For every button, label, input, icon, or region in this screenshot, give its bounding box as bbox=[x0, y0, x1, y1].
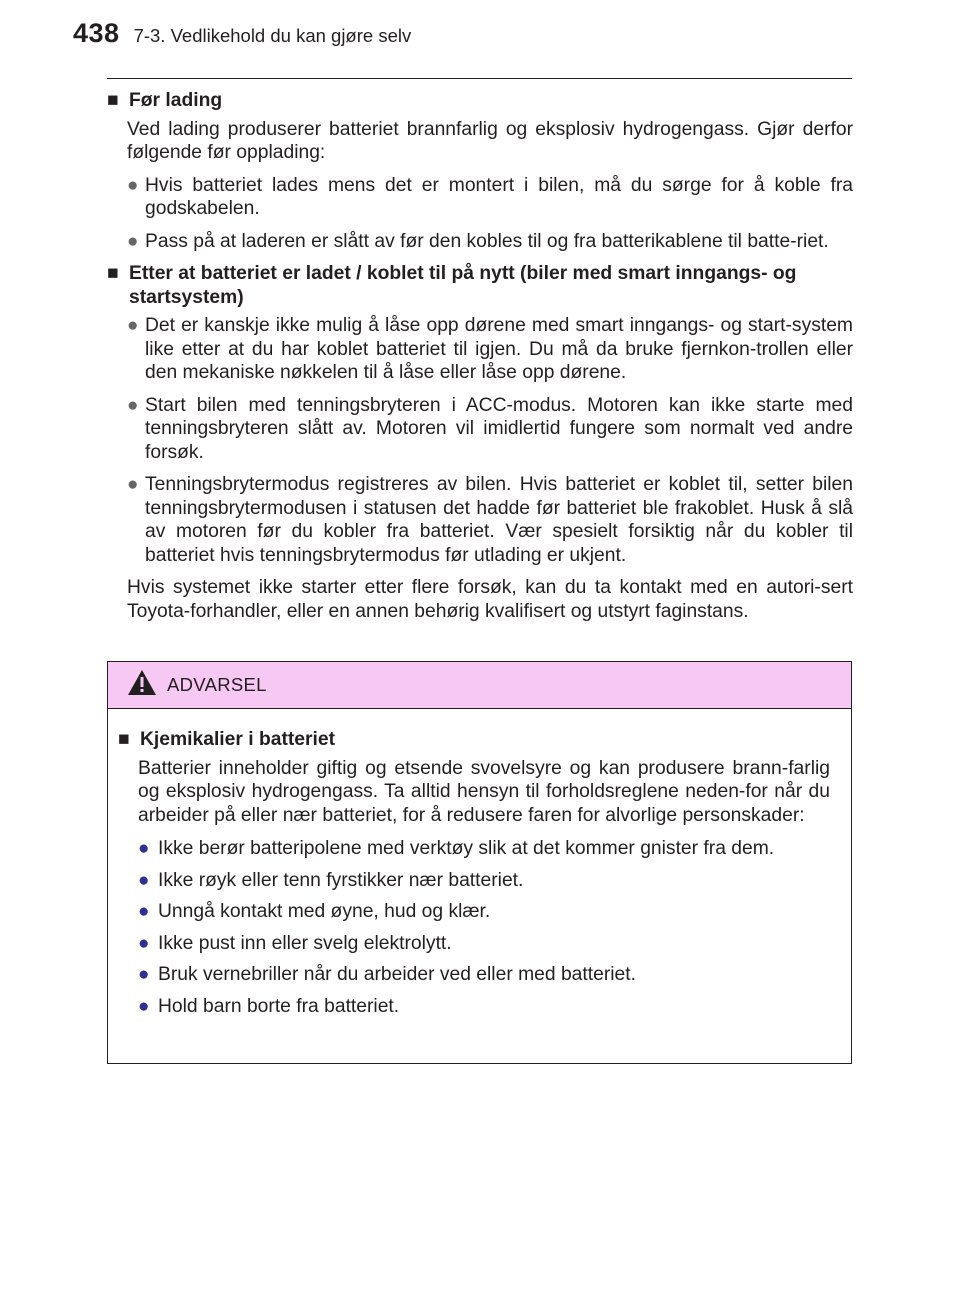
warning-body bbox=[108, 709, 851, 1018]
main-content bbox=[107, 89, 853, 623]
warning-label: ADVARSEL bbox=[167, 674, 267, 695]
warning-header bbox=[108, 662, 851, 709]
circle-bullet-icon: ● bbox=[127, 474, 139, 495]
warning-list-item: ● Bruk vernebriller når du arbeider ved eller med batteriet. bbox=[138, 964, 636, 985]
list-item: ● Hvis batteriet lades mens det er montert i bilen, må du sørge for å koble fra godskabelen. bbox=[127, 174, 853, 219]
circle-bullet-icon: ● bbox=[138, 838, 150, 859]
warning-triangle-icon bbox=[127, 669, 157, 701]
list-item: ● Start bilen med tenningsbryteren i ACC-modus. Motoren kan ikke starte med tenningsbryteren slått av. Motoren vil imidlertid fungere som normalt ved andre forsøk. bbox=[127, 394, 853, 463]
circle-bullet-icon: ● bbox=[127, 394, 139, 416]
circle-bullet-icon: ● bbox=[138, 869, 150, 891]
section-footer-note: Hvis systemet ikke starter etter flere forsøk, kan du ta kontakt med en autori-sert Toyota-forhandler, eller en annen behørig kvalifisert og utstyrt faginstans. bbox=[127, 577, 853, 622]
square-bullet-icon: ■ bbox=[107, 90, 119, 111]
list-item: ● Det er kanskje ikke mulig å låse opp dørene med smart inngangs- og start-system like etter at du har koblet batteriet til igjen. Du må da bruke fjernkon-trollen eller den mekaniske nøkkelen til å låse eller låse opp dørene. bbox=[127, 315, 853, 383]
warning-list-item: ● Ikke berør batteripolene med verktøy slik at det kommer gnister fra dem. bbox=[138, 838, 775, 859]
section-intro: Ved lading produserer batteriet brannfarlig og eksplosiv hydrogengass. Gjør derfor følgende før opplading: bbox=[127, 118, 853, 163]
circle-bullet-icon: ● bbox=[138, 964, 150, 985]
page-header bbox=[73, 18, 411, 58]
warning-list-item: ● Hold barn borte fra batteriet. bbox=[138, 995, 400, 1017]
circle-bullet-icon: ● bbox=[127, 315, 139, 336]
chapter-title: 7-3. Vedlikehold du kan gjøre selv bbox=[133, 25, 412, 46]
circle-bullet-icon: ● bbox=[127, 230, 139, 252]
list-item: ● Pass på at laderen er slått av før den kobles til og fra batterikablene til batte-riet. bbox=[127, 230, 829, 252]
warning-list-item: ● Unngå kontakt med øyne, hud og klær. bbox=[138, 901, 491, 922]
warning-box bbox=[107, 661, 852, 1064]
header-divider bbox=[107, 78, 852, 79]
circle-bullet-icon: ● bbox=[138, 901, 150, 922]
circle-bullet-icon: ● bbox=[138, 932, 150, 954]
warning-list-item: ● Ikke røyk eller tenn fyrstikker nær batteriet. bbox=[138, 869, 524, 891]
square-bullet-icon: ■ bbox=[107, 263, 119, 284]
square-bullet-icon: ■ bbox=[118, 729, 130, 750]
warning-heading: ■ Kjemikalier i batteriet bbox=[118, 729, 336, 750]
warning-list-item: ● Ikke pust inn eller svelg elektrolytt. bbox=[138, 932, 452, 954]
circle-bullet-icon: ● bbox=[138, 995, 150, 1017]
circle-bullet-icon: ● bbox=[127, 174, 139, 196]
section-heading-before-charging: ■ Før lading bbox=[107, 90, 223, 111]
page-number: 438 bbox=[73, 18, 120, 48]
section-heading-after-charging: ■ Etter at batteriet er ladet / koblet til på nytt (biler med smart inngangs- og startsystem) bbox=[107, 263, 797, 308]
warning-intro: Batterier inneholder giftig og etsende svovelsyre og kan produsere brann-farlig og eksplosiv hydrogengass. Ta alltid hensyn til forholdsreglene neden-for når du arbeider på eller nær batteriet, for å redusere faren for alvorlige personskader: bbox=[138, 757, 830, 826]
list-item: ● Tenningsbrytermodus registreres av bilen. Hvis batteriet er koblet til, setter bilen tenningsbrytermodusen i statusen det hadde før batteriet ble frakoblet. Husk å slå av motoren før du kobler fra batteriet. Vær spesielt forsiktig når du kobler til batteriet hvis tenningsbrytermodus før utlading er ukjent. bbox=[127, 474, 853, 566]
